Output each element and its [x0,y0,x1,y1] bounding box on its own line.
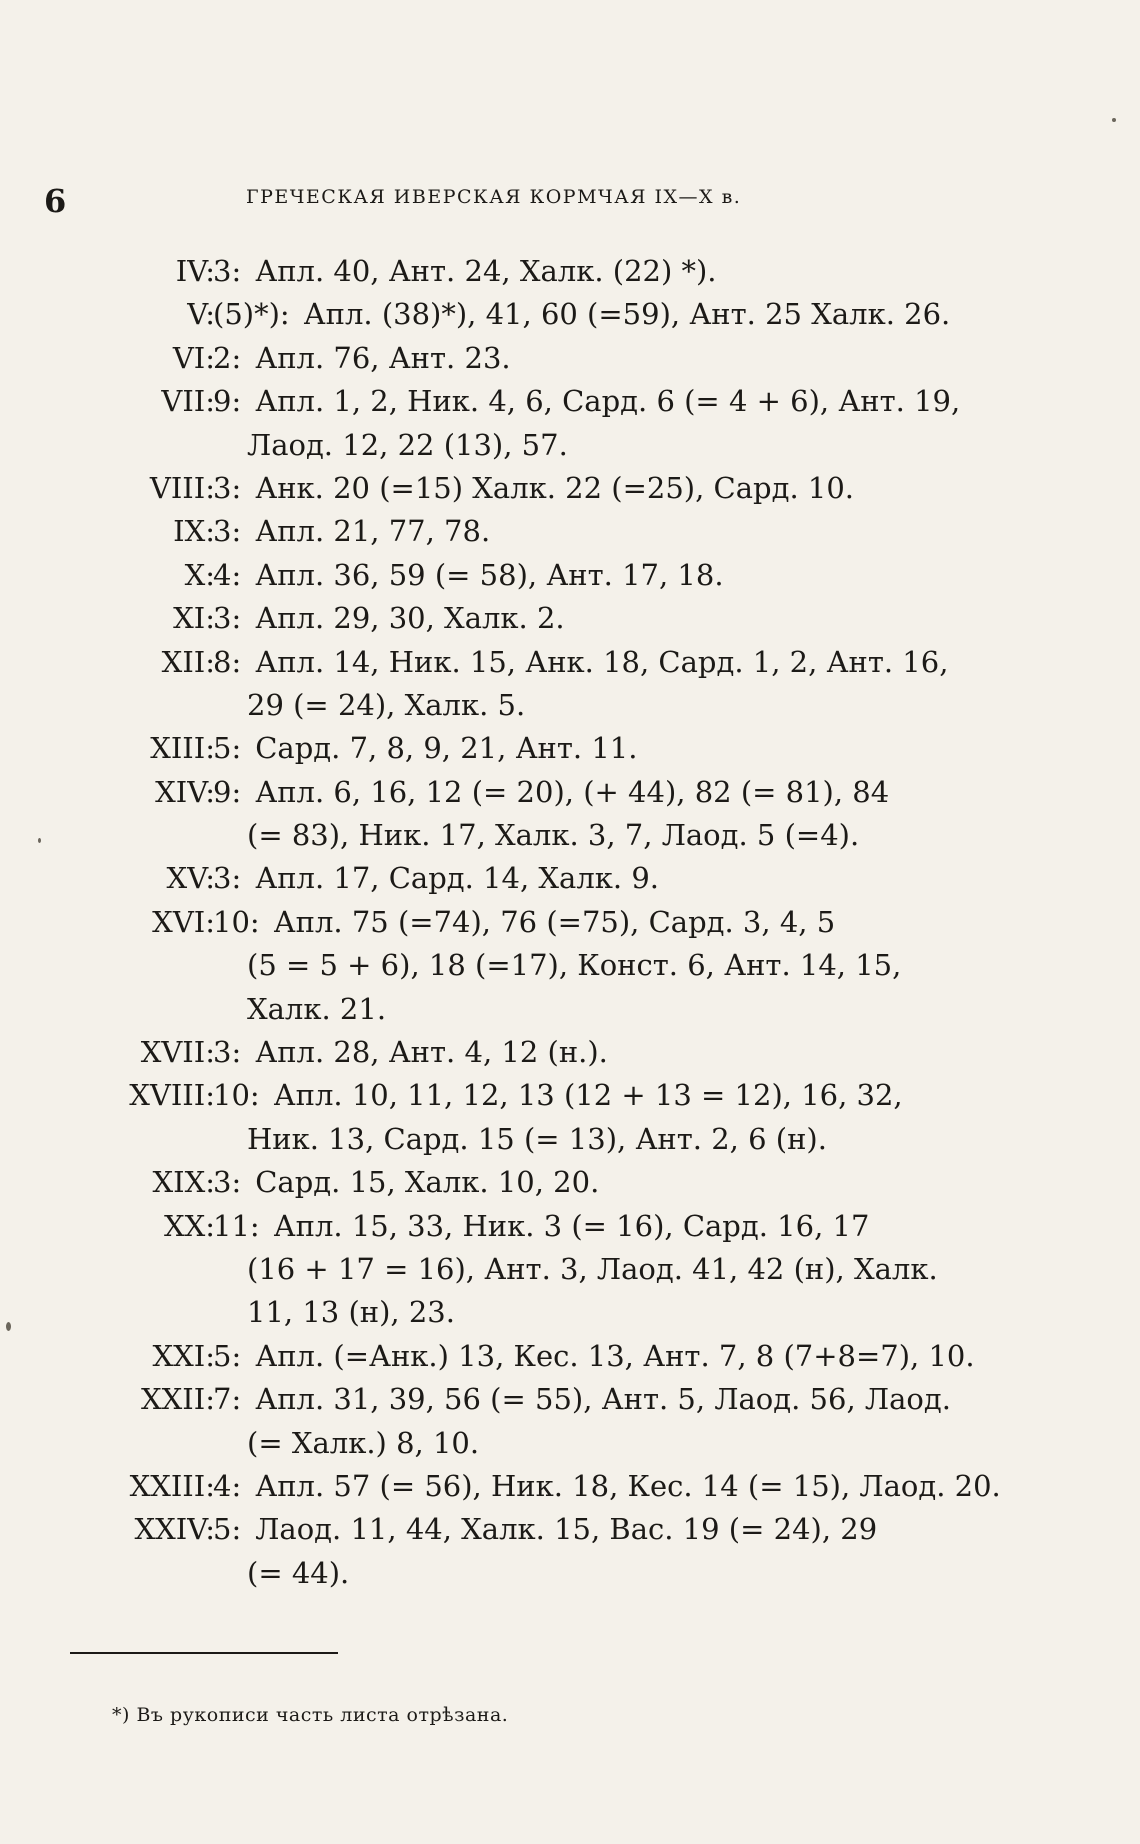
index-entry [0,597,1140,640]
entry-numeral: IV: [175,254,215,288]
entry-numeral: XXI: [152,1338,215,1373]
entry-count: 3: [213,861,242,896]
index-entry [0,901,1140,944]
entry-numeral: XX: [163,1208,215,1243]
entry-references: Апл. 36, 59 (= 58), Ант. 17, 18. [255,557,724,592]
entry-references-continued: (= 44). [247,1555,350,1590]
index-entry [0,1465,1140,1508]
index-entry [0,857,1140,900]
entry-references: Апл. 31, 39, 56 (= 55), Ант. 5, Лаод. 56, Лаод. [255,1382,951,1417]
entry-numeral: VIII: [149,470,215,505]
entry-references-continued: (16 + 17 = 16), Ант. 3, Лаод. 41, 42 (н), Халк. [247,1251,938,1286]
entry-count: 3: [213,1165,242,1200]
entry-numeral: XV: [166,861,215,896]
entry-count: 11: [213,1208,260,1243]
entry-numeral: XVI: [152,904,215,939]
entry-references-continued: 29 (= 24), Халк. 5. [247,687,526,722]
entry-count: 9: [213,384,242,419]
entry-count: 3: [213,470,242,505]
entry-count: 10: [213,904,260,939]
index-entry-continuation [0,1291,1140,1334]
entry-references-continued: (= 83), Ник. 17, Халк. 3, 7, Лаод. 5 (=4). [247,818,860,853]
entry-count: 9: [213,774,242,809]
entry-references: Апл. 75 (=74), 76 (=75), Сард. 3, 4, 5 [273,904,836,939]
index-entry [0,467,1140,510]
entry-count: 5: [213,1338,242,1373]
entry-count: 3: [213,601,242,636]
index-entry [0,771,1140,814]
entry-references: Апл. (=Анк.) 13, Кес. 13, Ант. 7, 8 (7+8=7), 10. [255,1338,975,1373]
entry-numeral: XIII: [150,731,215,766]
index-entry [0,380,1140,423]
entry-count: 8: [213,644,242,679]
entry-numeral: XIX: [152,1165,215,1200]
scan-speck [38,838,41,843]
entry-references: Апл. 29, 30, Халк. 2. [255,601,565,636]
entry-numeral: XI: [173,601,215,636]
footnote-rule [70,1652,338,1654]
index-entry-continuation [0,1248,1140,1291]
entry-count: 7: [213,1382,242,1417]
entry-count: 3: [213,254,242,288]
entry-references: Сард. 15, Халк. 10, 20. [255,1165,600,1200]
entry-count: 5: [213,1512,242,1547]
index-entry-continuation [0,1118,1140,1161]
entry-numeral: XVIII: [129,1078,215,1113]
index-entry [0,1205,1140,1248]
entry-numeral: XXIII: [129,1468,215,1503]
entry-numeral: XXIV: [134,1512,215,1547]
entry-references-continued: 11, 13 (н), 23. [247,1295,455,1330]
index-entry [0,510,1140,553]
entry-count: 3: [213,514,242,549]
index-entry-continuation [0,988,1140,1031]
index-entry [0,1335,1140,1378]
entry-numeral: XII: [161,644,215,679]
entry-references: Апл. (38)*), 41, 60 (=59), Ант. 25 Халк. 26. [303,297,951,332]
index-entry-continuation [0,1552,1140,1595]
index-entry [0,727,1140,770]
entry-references-continued: Халк. 21. [247,991,387,1026]
index-entry [0,641,1140,684]
entry-numeral: IX: [173,514,215,549]
entry-numeral: VI: [172,340,215,375]
index-entry-continuation [0,1422,1140,1465]
index-entry [0,554,1140,597]
entry-references-continued: Лаод. 12, 22 (13), 57. [247,427,568,462]
index-entry [0,250,1140,293]
entry-references: Апл. 28, Ант. 4, 12 (н.). [255,1035,608,1070]
index-entry [0,1508,1140,1551]
entry-references: Апл. 14, Ник. 15, Анк. 18, Сард. 1, 2, Ант. 16, [255,644,949,679]
index-entry [0,1378,1140,1421]
entry-count: 2: [213,340,242,375]
entry-references: Апл. 15, 33, Ник. 3 (= 16), Сард. 16, 17 [273,1208,870,1243]
entry-numeral: X: [184,557,215,592]
index-entry [0,1031,1140,1074]
entry-numeral: V: [187,297,215,332]
entry-references: Апл. 1, 2, Ник. 4, 6, Сард. 6 (= 4 + 6), Ант. 19, [255,384,961,419]
index-entry-continuation [0,424,1140,467]
entry-references: Сард. 7, 8, 9, 21, Ант. 11. [255,731,638,766]
entry-references-continued: (= Халк.) 8, 10. [247,1425,480,1460]
entry-numeral: XIV: [155,774,215,809]
entry-count: 3: [213,1035,242,1070]
index-entry [0,1074,1140,1117]
index-entry-continuation [0,814,1140,857]
entry-references: Апл. 6, 16, 12 (= 20), (+ 44), 82 (= 81), 84 [255,774,890,809]
entry-references: Лаод. 11, 44, Халк. 15, Вас. 19 (= 24), 29 [255,1512,878,1547]
entry-numeral: XXII: [141,1382,215,1417]
index-entry [0,337,1140,380]
entry-references-continued: Ник. 13, Сард. 15 (= 13), Ант. 2, 6 (н). [247,1121,827,1156]
entry-count: 4: [213,1468,242,1503]
index-entry-continuation [0,944,1140,987]
entry-references: Апл. 40, Ант. 24, Халк. (22) *). [255,254,717,288]
entry-references: Апл. 76, Ант. 23. [255,340,511,375]
entry-references: Апл. 21, 77, 78. [255,514,491,549]
entry-numeral: XVII: [140,1035,215,1070]
entry-count: 5: [213,731,242,766]
entry-references: Апл. 57 (= 56), Ник. 18, Кес. 14 (= 15), Лаод. 20. [255,1468,1001,1503]
footnote: *) Въ рукописи часть листа отрѣзана. [112,1704,509,1726]
entry-count: (5)*): [213,297,290,332]
entry-references: Анк. 20 (=15) Халк. 22 (=25), Сард. 10. [255,470,855,505]
index-entry-continuation [0,684,1140,727]
index-entry [0,293,1140,336]
entry-count: 10: [213,1078,260,1113]
entry-references-continued: (5 = 5 + 6), 18 (=17), Конст. 6, Ант. 14, 15, [247,948,902,983]
scan-speck [1112,118,1116,122]
entry-references: Апл. 10, 11, 12, 13 (12 + 13 = 12), 16, 32, [273,1078,903,1113]
scan-speck [6,1322,11,1331]
running-title: ГРЕЧЕСКАЯ ИВЕРСКАЯ КОРМЧАЯ IX—X в. [246,186,742,208]
entry-numeral: VII: [161,384,215,419]
entry-references: Апл. 17, Сард. 14, Халк. 9. [255,861,659,896]
page-number: 6 [44,182,67,220]
entry-count: 4: [213,557,242,592]
index-entry [0,1161,1140,1204]
canon-index-list [0,250,1140,1595]
